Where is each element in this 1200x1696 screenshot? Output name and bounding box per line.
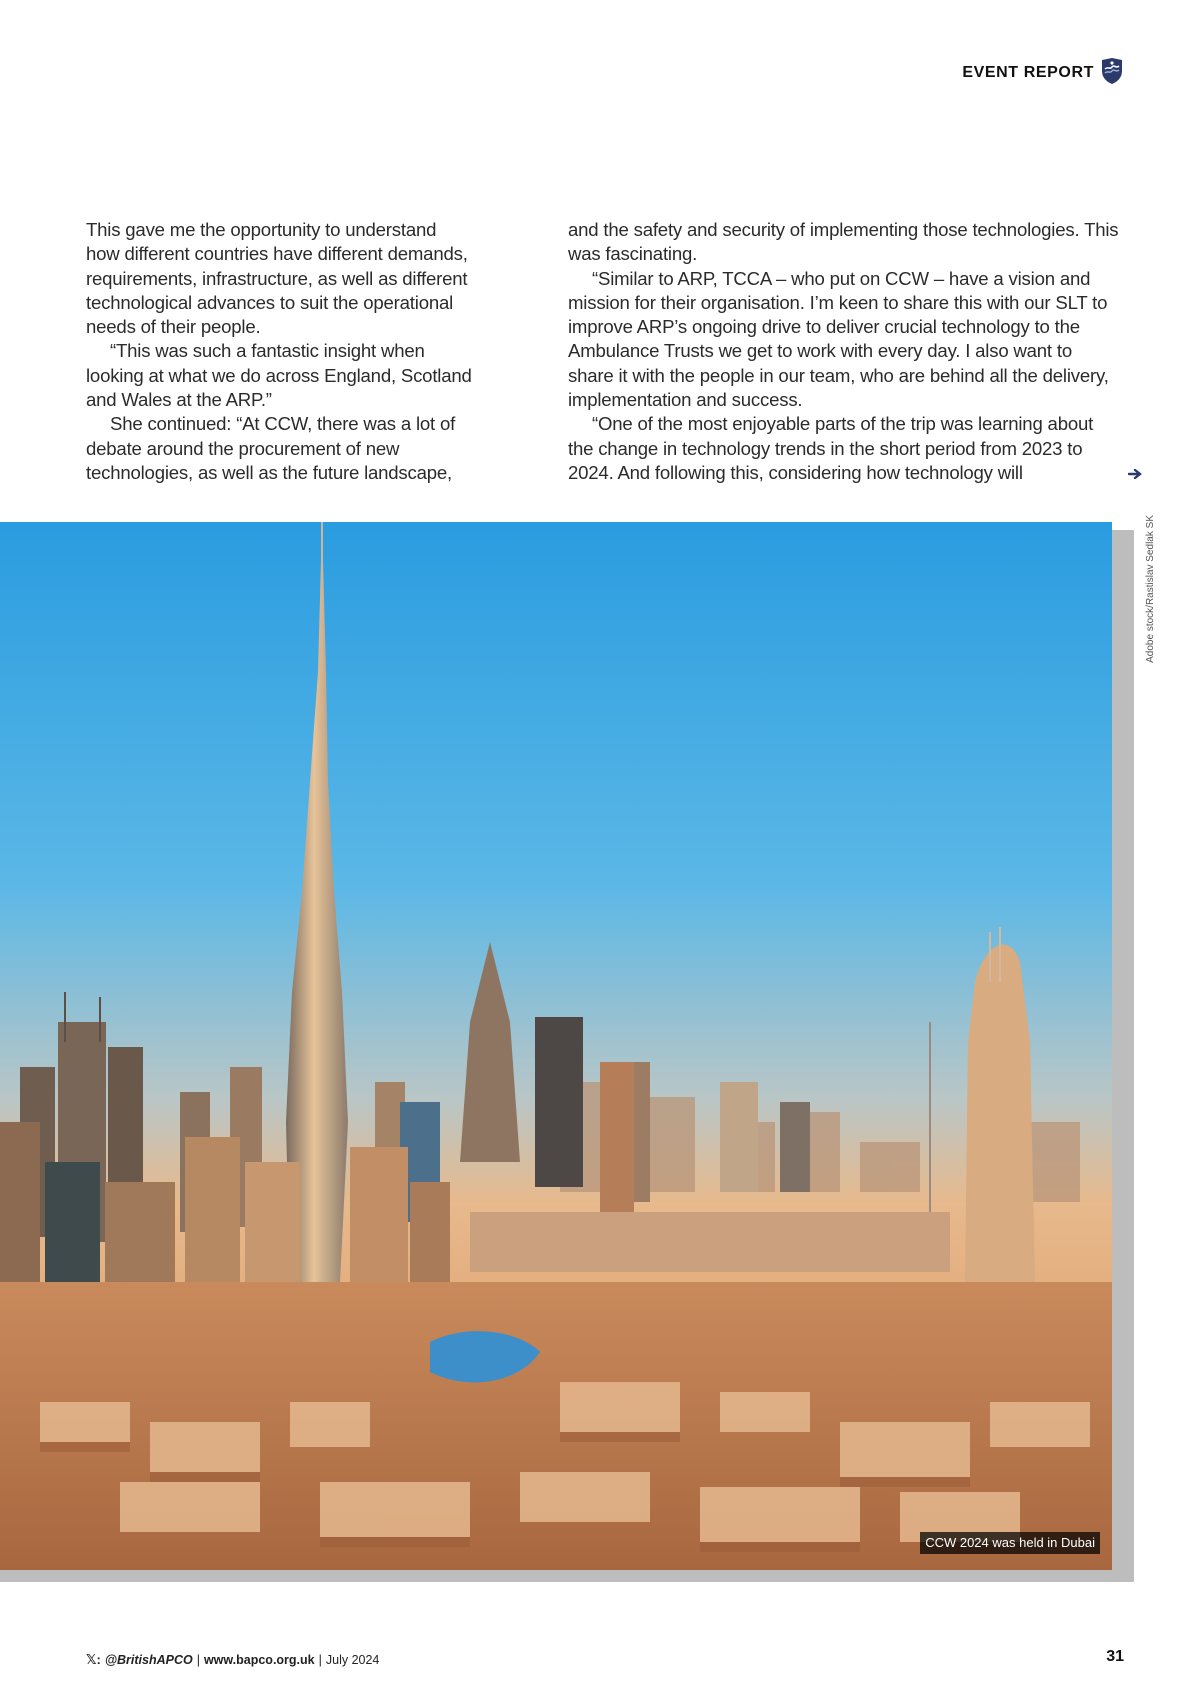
bapco-shield-icon [1100,57,1124,90]
page-footer [86,1652,379,1668]
paragraph: She continued: “At CCW, there was a lot of debate around the procurement of new technologies, as well as the future landscape, [86,413,456,483]
section-label: EVENT REPORT [962,64,1094,81]
photo-caption: CCW 2024 was held in Dubai [920,1532,1100,1554]
arrow-right-icon [1128,466,1144,484]
issue-date: July 2024 [325,1653,380,1667]
paragraph: “This was such a fantastic insight when looking at what we do across England, Scotland and Wales at the ARP.” [86,340,472,411]
dubai-skyline-photo [0,522,1112,1570]
website-link[interactable]: www.bapco.org.uk [203,1653,315,1667]
article-right-column [568,218,1120,485]
paragraph: “Similar to ARP, TCCA – who put on CCW – have a vision and mission for their organisation. I’m keen to share this with our SLT to improve ARP’s ongoing drive to deliver crucial technology to the Ambulance Trusts we get to work with every day. I also want to share it with the people in our team, who are behind all the delivery, implementation and success. [568,267,1109,411]
x-social-icon: 𝕏: [86,1652,101,1667]
page-number: 31 [1106,1648,1124,1665]
footer-separator: | [318,1653,322,1667]
page-header [962,58,1124,88]
footer-separator: | [196,1653,200,1667]
article-left-column [86,218,472,485]
photo-credit: Adobe stock/Rastislav Sedlak SK [1145,515,1156,663]
paragraph: and the safety and security of implementing those technologies. This was fascinating. [568,219,1119,265]
social-handle-link[interactable]: @BritishAPCO [104,1653,193,1667]
paragraph: “One of the most enjoyable parts of the trip was learning about the change in technology trends in the short period from 2023 to 2024. And following this, considering how technology will [568,413,1094,483]
paragraph: This gave me the opportunity to understand how different countries have different demands, requirements, infrastructure, as well as different technological advances to suit the operational needs of their people. [86,219,468,338]
